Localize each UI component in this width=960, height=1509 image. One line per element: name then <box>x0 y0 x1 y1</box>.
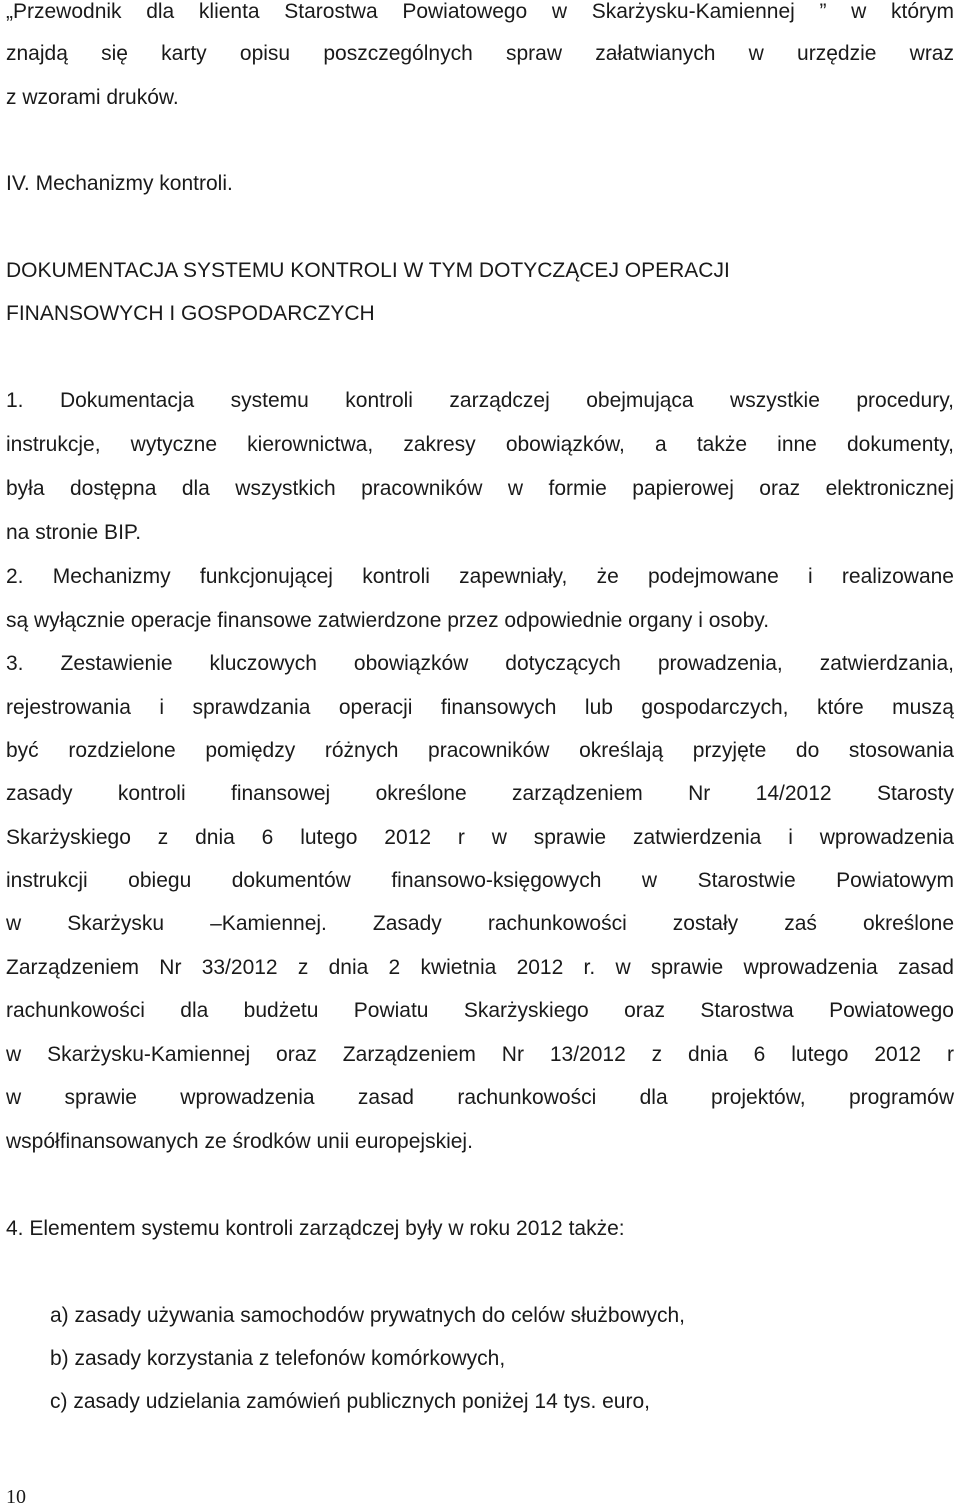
point3-line-2: rejestrowania i sprawdzania operacji finansowych lub gospodarczych, które muszą <box>6 696 954 719</box>
point1-line-2: instrukcje, wytyczne kierownictwa, zakresy obowiązków, a także inne dokumenty, <box>6 433 954 456</box>
point3-line-5: Skarżyskiego z dnia 6 lutego 2012 r w sprawie zatwierdzenia i wprowadzenia <box>6 826 954 849</box>
point1-line-4: na stronie BIP. <box>6 521 142 544</box>
subheading-line-1: DOKUMENTACJA SYSTEMU KONTROLI W TYM DOTYCZĄCEJ OPERACJI <box>6 259 730 282</box>
list-item-c: c) zasady udzielania zamówień publicznych poniżej 14 tys. euro, <box>50 1390 650 1413</box>
list-item-b: b) zasady korzystania z telefonów komórkowych, <box>50 1347 506 1370</box>
point3-line-7: w Skarżysku –Kamiennej. Zasady rachunkowości zostały zaś określone <box>6 912 954 935</box>
point2-line-1: 2. Mechanizmy funkcjonującej kontroli zapewniały, że podejmowane i realizowane <box>6 565 954 588</box>
point3-line-3: być rozdzielone pomiędzy różnych pracowników określają przyjęte do stosowania <box>6 739 954 762</box>
intro-line-1: „Przewodnik dla klienta Starostwa Powiatowego w Skarżysku-Kamiennej ” w którym <box>6 0 954 23</box>
intro-line-3: z wzorami druków. <box>6 86 179 109</box>
point3-line-9: rachunkowości dla budżetu Powiatu Skarżyskiego oraz Starostwa Powiatowego <box>6 999 954 1022</box>
section-title: IV. Mechanizmy kontroli. <box>6 172 233 195</box>
point1-line-3: była dostępna dla wszystkich pracowników w formie papierowej oraz elektronicznej <box>6 477 954 500</box>
point4-line: 4. Elementem systemu kontroli zarządczej były w roku 2012 także: <box>6 1217 625 1240</box>
intro-line-2: znajdą się karty opisu poszczególnych spraw załatwianych w urzędzie wraz <box>6 42 954 65</box>
point2-line-2: są wyłącznie operacje finansowe zatwierdzone przez odpowiednie organy i osoby. <box>6 609 770 632</box>
point3-line-11: w sprawie wprowadzenia zasad rachunkowości dla projektów, programów <box>6 1086 954 1109</box>
point3-line-10: w Skarżysku-Kamiennej oraz Zarządzeniem Nr 13/2012 z dnia 6 lutego 2012 r <box>6 1043 954 1066</box>
point3-line-12: współfinansowanych ze środków unii europejskiej. <box>6 1130 473 1153</box>
list-item-a: a) zasady używania samochodów prywatnych do celów służbowych, <box>50 1304 685 1327</box>
point1-line-1: 1. Dokumentacja systemu kontroli zarządczej obejmująca wszystkie procedury, <box>6 389 954 412</box>
point3-line-8: Zarządzeniem Nr 33/2012 z dnia 2 kwietnia 2012 r. w sprawie wprowadzenia zasad <box>6 956 954 979</box>
point3-line-1: 3. Zestawienie kluczowych obowiązków dotyczących prowadzenia, zatwierdzania, <box>6 652 954 675</box>
point3-line-4: zasady kontroli finansowej określone zarządzeniem Nr 14/2012 Starosty <box>6 782 954 805</box>
point3-line-6: instrukcji obiegu dokumentów finansowo-księgowych w Starostwie Powiatowym <box>6 869 954 892</box>
subheading-line-2: FINANSOWYCH I GOSPODARCZYCH <box>6 302 375 325</box>
page-number: 10 <box>6 1486 26 1508</box>
